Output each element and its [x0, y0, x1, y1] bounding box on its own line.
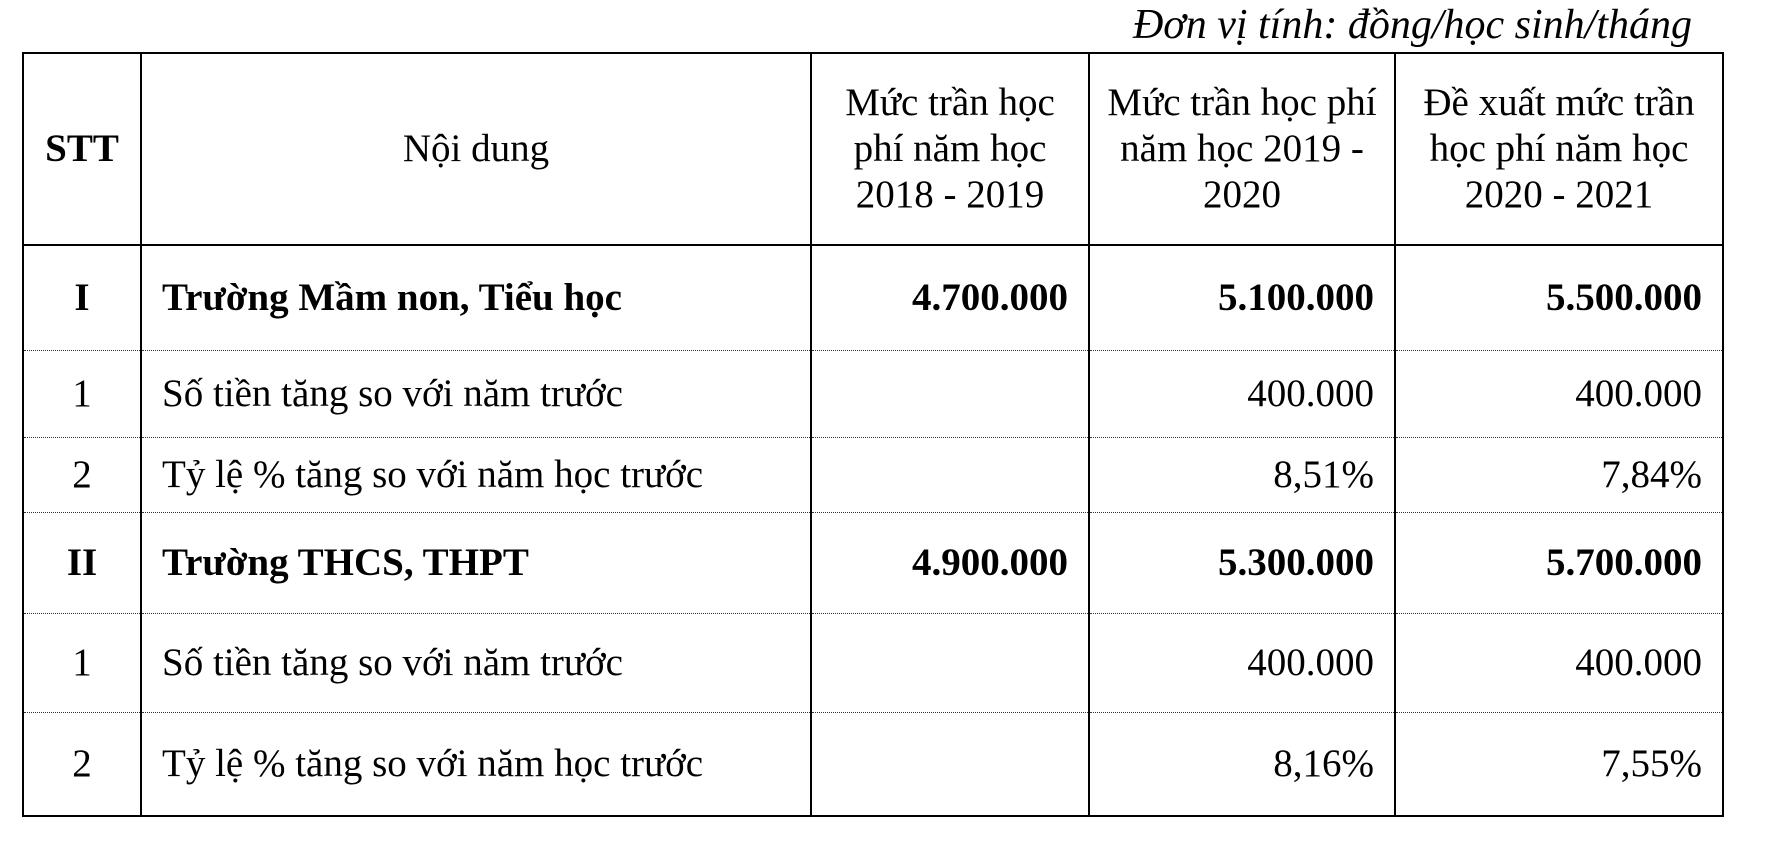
table-header-row [23, 53, 1723, 245]
row-content: Trường THCS, THPT [141, 513, 811, 614]
header-2018-2019: Mức trần học phí năm học 2018 - 2019 [811, 53, 1089, 245]
table-row-group-1 [23, 245, 1723, 351]
tuition-fee-table [22, 52, 1724, 817]
row-content: Số tiền tăng so với năm trước [141, 614, 811, 713]
row-value-2018 [811, 614, 1089, 713]
row-content: Số tiền tăng so với năm trước [141, 351, 811, 438]
row-content: Tỷ lệ % tăng so với năm học trước [141, 713, 811, 817]
row-value-2018 [811, 438, 1089, 513]
header-content: Nội dung [141, 53, 811, 245]
row-stt: II [23, 513, 141, 614]
row-value-2020: 400.000 [1395, 614, 1723, 713]
row-value-2019: 5.300.000 [1089, 513, 1395, 614]
row-stt: I [23, 245, 141, 351]
unit-note: Đơn vị tính: đồng/học sinh/tháng [1132, 2, 1692, 48]
row-content: Trường Mầm non, Tiểu học [141, 245, 811, 351]
row-stt: 2 [23, 438, 141, 513]
row-value-2019: 400.000 [1089, 351, 1395, 438]
row-stt: 1 [23, 351, 141, 438]
row-value-2018: 4.900.000 [811, 513, 1089, 614]
row-value-2019: 400.000 [1089, 614, 1395, 713]
row-stt: 1 [23, 614, 141, 713]
row-value-2020: 400.000 [1395, 351, 1723, 438]
row-value-2020: 7,84% [1395, 438, 1723, 513]
row-value-2019: 5.100.000 [1089, 245, 1395, 351]
row-value-2018 [811, 351, 1089, 438]
table-row [23, 438, 1723, 513]
row-content: Tỷ lệ % tăng so với năm học trước [141, 438, 811, 513]
row-value-2018: 4.700.000 [811, 245, 1089, 351]
row-value-2020: 5.700.000 [1395, 513, 1723, 614]
table-row [23, 351, 1723, 438]
row-value-2020: 5.500.000 [1395, 245, 1723, 351]
header-stt: STT [23, 53, 141, 245]
row-value-2019: 8,16% [1089, 713, 1395, 817]
row-value-2018 [811, 713, 1089, 817]
table-row [23, 614, 1723, 713]
row-value-2020: 7,55% [1395, 713, 1723, 817]
header-2019-2020: Mức trần học phí năm học 2019 - 2020 [1089, 53, 1395, 245]
header-2020-2021: Đề xuất mức trần học phí năm học 2020 - 2021 [1395, 53, 1723, 245]
table-row-group-2 [23, 513, 1723, 614]
table-row [23, 713, 1723, 817]
row-value-2019: 8,51% [1089, 438, 1395, 513]
row-stt: 2 [23, 713, 141, 817]
